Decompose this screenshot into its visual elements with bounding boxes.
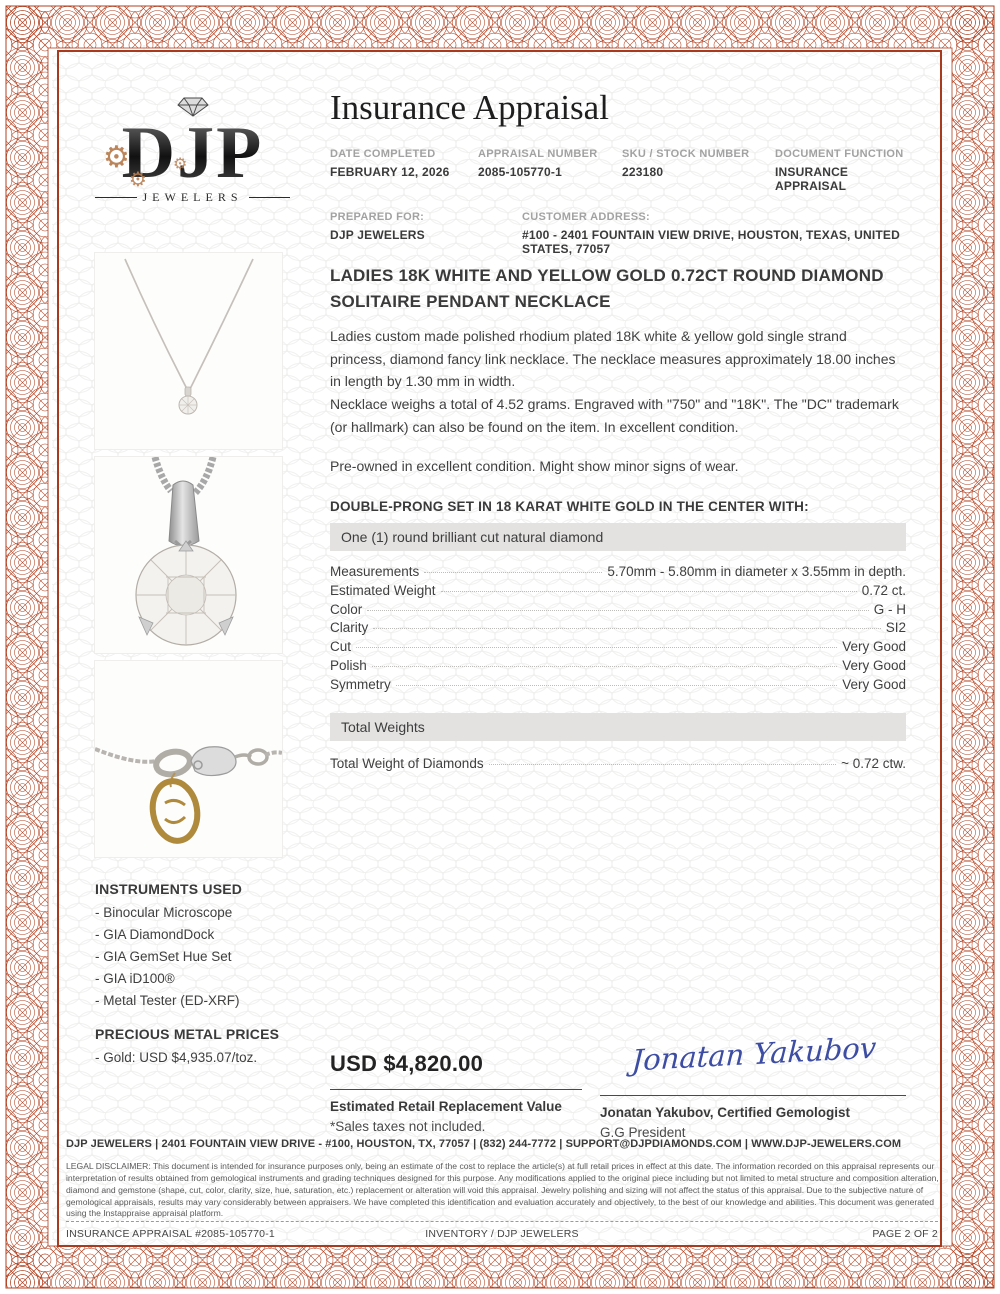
signature-line	[600, 1095, 906, 1096]
appraised-value: USD $4,820.00	[330, 1051, 484, 1076]
list-item: - GIA DiamondDock	[95, 927, 215, 942]
setting-heading: DOUBLE-PRONG SET IN 18 KARAT WHITE GOLD IN THE CENTER WITH:	[330, 499, 809, 515]
signer-title: G.G President	[600, 1125, 686, 1140]
dotted-leader	[396, 685, 837, 686]
dashed-divider	[66, 1221, 938, 1222]
spec-table	[330, 564, 906, 696]
brand-letters: DJP ⚙ ⚙ ⚙	[95, 118, 290, 188]
prepared-row	[330, 211, 908, 256]
signature-script: Jonatan Yakubov	[630, 1030, 878, 1078]
valuation-label: Estimated Retail Replacement Value	[330, 1099, 562, 1114]
instruments-list	[95, 905, 325, 1008]
list-item: - Binocular Microscope	[95, 905, 233, 920]
list-item: - Metal Tester (ED-XRF)	[95, 993, 240, 1008]
meta-sku: SKU / STOCK NUMBER 223180	[622, 148, 750, 179]
dotted-leader	[373, 628, 880, 629]
contact-line: DJP JEWELERS | 2401 FOUNTAIN VIEW DRIVE - #100, HOUSTON, TX, 77057 | (832) 244-7772 | SUPPORT@DJPDIAMONDS.COM | WWW.DJP-JEWELERS.COM	[66, 1138, 902, 1150]
condition-note: Pre-owned in excellent condition. Might show minor signs of wear.	[330, 458, 739, 475]
totals-table	[330, 756, 906, 775]
dotted-leader	[424, 572, 602, 573]
spec-row-color: Color G - H	[330, 601, 906, 617]
spec-row-measurements: Measurements 5.70mm - 5.80mm in diameter x 3.55mm in depth.	[330, 564, 906, 580]
description-paragraph-1: Ladies custom made polished rhodium plated 18K white & yellow gold single strand princess, diamond fancy link necklace. The necklace measures approximately 18.00 inches in length by 1.30 mm in width.	[330, 328, 896, 390]
list-item: - GIA GemSet Hue Set	[95, 949, 232, 964]
gear-icon: ⚙	[103, 140, 132, 175]
total-weights-bar: Total Weights	[330, 713, 906, 741]
spec-row-cut: Cut Very Good	[330, 639, 906, 655]
metal-prices-heading: PRECIOUS METAL PRICES	[95, 1026, 280, 1042]
photo-clasp	[95, 661, 282, 857]
meta-row	[330, 148, 908, 193]
total-weight-row: Total Weight of Diamonds ~ 0.72 ctw.	[330, 755, 906, 771]
meta-document-function: DOCUMENT FUNCTION INSURANCE APPRAISAL	[775, 148, 904, 193]
brand-subtitle-label: JEWELERS	[142, 190, 243, 205]
gear-icon: ⚙	[173, 154, 190, 173]
footer-page-number: PAGE 2 OF 2	[872, 1228, 938, 1240]
list-item: - GIA iD100®	[95, 971, 175, 986]
brand-logo	[95, 96, 290, 205]
meta-appraisal-number: APPRAISAL NUMBER 2085-105770-1	[478, 148, 598, 179]
spec-row-clarity: Clarity SI2	[330, 620, 906, 636]
divider	[95, 197, 137, 198]
meta-date-completed: DATE COMPLETED FEBRUARY 12, 2026	[330, 148, 450, 179]
signer-name: Jonatan Yakubov, Certified Gemologist	[600, 1105, 851, 1120]
dotted-leader	[489, 764, 837, 765]
footer-appraisal-number: INSURANCE APPRAISAL #2085-105770-1	[66, 1228, 275, 1240]
spec-row-polish: Polish Very Good	[330, 658, 906, 674]
description-paragraph-2: Necklace weighs a total of 4.52 grams. Engraved with "750" and "18K". The "DC" trademark (or hallmark) can also be found on the item. In excellent condition.	[330, 396, 899, 435]
list-item: - Gold: USD $4,935.07/toz.	[95, 1050, 258, 1065]
valuation-section	[330, 1030, 906, 1140]
photo-necklace-full	[95, 253, 282, 449]
spec-row-symmetry: Symmetry Very Good	[330, 676, 906, 692]
signature-block	[600, 1030, 906, 1140]
stone-description-bar: One (1) round brilliant cut natural diamond	[330, 523, 906, 551]
dotted-leader	[372, 666, 837, 667]
valuation-note: *Sales taxes not included.	[330, 1119, 486, 1134]
page-title: Insurance Appraisal	[330, 88, 609, 127]
spec-row-estimated-weight: Estimated Weight 0.72 ct.	[330, 582, 906, 598]
instruments-heading: INSTRUMENTS USED	[95, 881, 243, 897]
legal-disclaimer: LEGAL DISCLAIMER: This document is intended for insurance purposes only, being an estimate of the cost to replace the article(s) at full retail prices in effect at this date. The information recorded on this appraisal represents our interpretation of results obtained from gemological instruments and grading techniques designed for this purpose. Any modifications applied to the original piece including but not limited to metal structure and composition alteration, diamond and gemstone (shape, cut, color, clarity, size, hue, saturation, etc.) replacement or alteration will void this appraisal. Jewelry polishing and sizing will not affect the status of this appraisal. Due to the subjective nature of gemological appraisals, results may vary considerably between appraisers. We have completed this identification and evaluation accurately and objectively, to the best of our knowledge and abilities. This document was generated using the Instappraise appraisal platform.	[66, 1161, 939, 1219]
dotted-leader	[441, 591, 857, 592]
item-title: LADIES 18K WHITE AND YELLOW GOLD 0.72CT ROUND DIAMOND SOLITAIRE PENDANT NECKLACE	[330, 266, 884, 311]
metal-prices-list	[95, 1050, 325, 1065]
divider	[330, 1089, 582, 1090]
footer-row	[66, 1228, 938, 1240]
prepared-for: PREPARED FOR: DJP JEWELERS	[330, 211, 425, 242]
photo-pendant-closeup	[95, 457, 282, 653]
divider	[249, 197, 291, 198]
customer-address: CUSTOMER ADDRESS: #100 - 2401 FOUNTAIN VIEW DRIVE, HOUSTON, TEXAS, UNITED STATES, 77057	[522, 211, 900, 256]
footer-inventory: INVENTORY / DJP JEWELERS	[425, 1228, 579, 1240]
dotted-leader	[367, 610, 868, 611]
gear-icon: ⚙	[129, 167, 149, 191]
dotted-leader	[356, 647, 837, 648]
